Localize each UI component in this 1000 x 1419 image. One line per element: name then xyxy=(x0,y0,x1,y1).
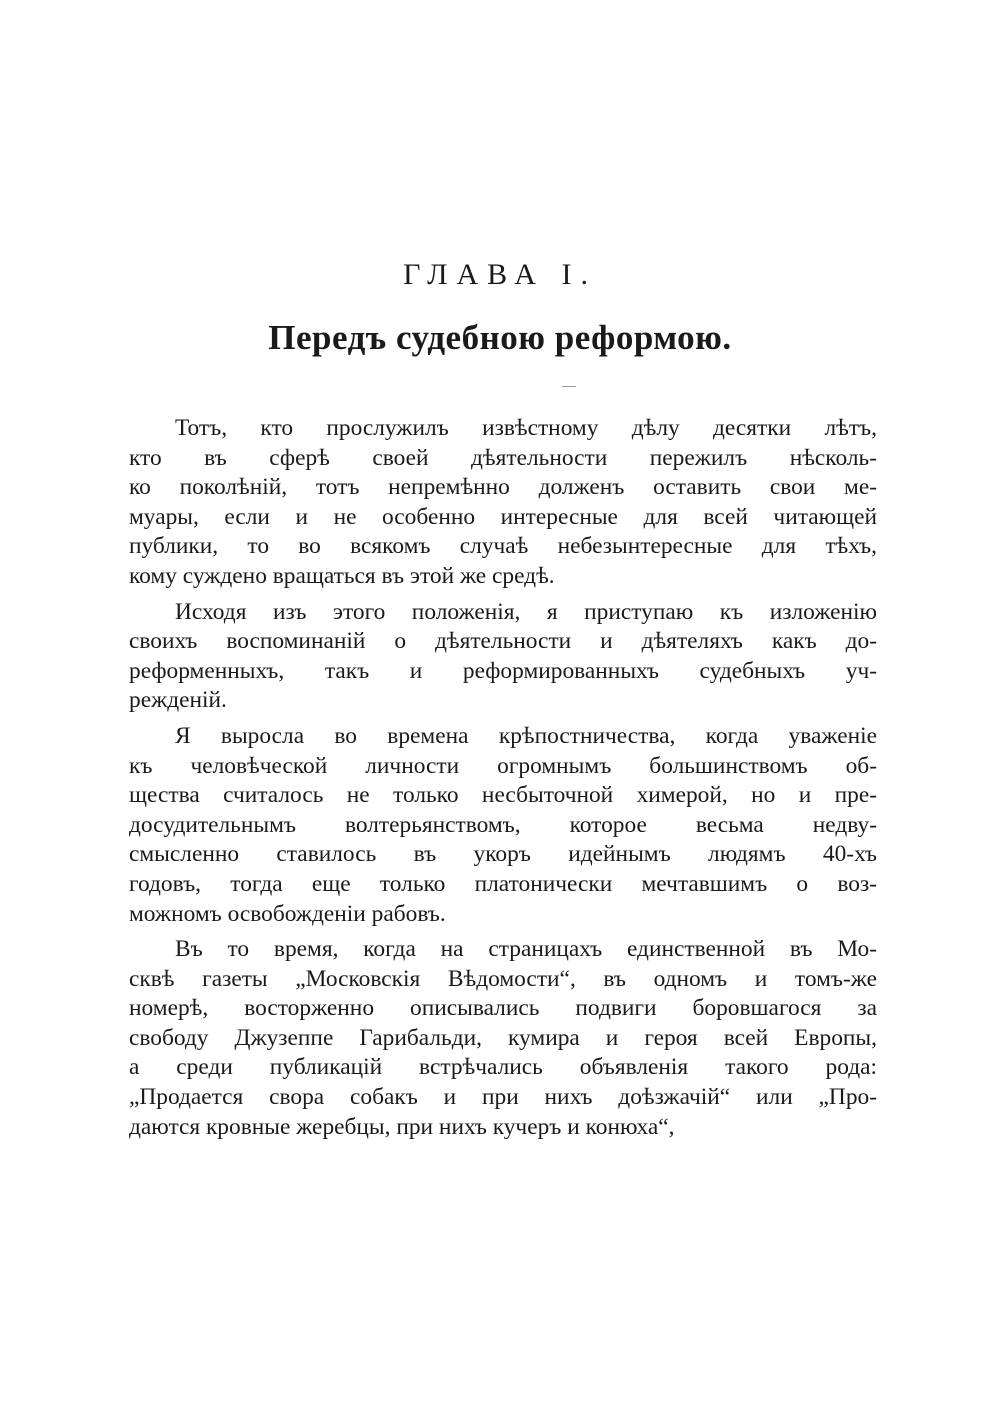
text-line: муары, если и не особенно интересные для всей читающей xyxy=(129,503,877,530)
text-line: къ человѣческой личности огромнымъ большинствомъ об- xyxy=(129,752,877,779)
body-text xyxy=(129,414,877,1148)
text-line: Въ то время, когда на страницахъ единственной въ Мо- xyxy=(175,936,877,963)
chapter-label: ГЛАВА I. xyxy=(403,258,597,291)
text-line: кому суждено вращаться въ этой же средѣ. xyxy=(129,562,555,589)
text-line: годовъ, тогда еще только платонически мечтавшимъ о воз- xyxy=(129,870,877,897)
text-line: щества считалось не только несбыточной химерой, но и пре- xyxy=(129,782,877,809)
paragraph xyxy=(129,598,877,716)
divider xyxy=(562,386,576,387)
paragraph xyxy=(129,414,877,592)
text-line: „Продается свора собакъ и при нихъ доѣзжачій“ или „Про- xyxy=(129,1084,877,1111)
text-line: а среди публикацій встрѣчались объявленія такого рода: xyxy=(129,1054,877,1081)
text-line: номерѣ, восторженно описывались подвиги боровшагося за xyxy=(129,995,877,1022)
text-line: Исходя изъ этого положенія, я приступаю къ изложенію xyxy=(175,598,877,625)
text-line: режденій. xyxy=(129,687,227,714)
text-line: досудительнымъ волтерьянствомъ, которое весьма недву- xyxy=(129,811,877,838)
text-line: смысленно ставилось въ укоръ идейнымъ людямъ 40-хъ xyxy=(129,841,877,868)
text-line: свободу Джузеппе Гарибальди, кумира и героя всей Европы, xyxy=(129,1024,877,1051)
text-line: Тотъ, кто прослужилъ извѣстному дѣлу десятки лѣтъ, xyxy=(175,415,877,441)
text-line: реформенныхъ, такъ и реформированныхъ судебныхъ уч- xyxy=(129,657,877,684)
text-line: сквѣ газеты „Московскія Вѣдомости“, въ одномъ и томъ-же xyxy=(129,965,877,992)
text-line: публики, то во всякомъ случаѣ небезынтересные для тѣхъ, xyxy=(129,533,877,560)
paragraph xyxy=(129,935,877,1142)
text-line: ко поколѣній, тотъ непремѣнно долженъ оставить свои ме- xyxy=(129,474,877,501)
text-line: своихъ воспоминаній о дѣятельности и дѣятеляхъ какъ до- xyxy=(129,628,877,655)
text-line: даются кровные жеребцы, при нихъ кучеръ и конюха“, xyxy=(129,1113,675,1140)
text-line: кто въ сферѣ своей дѣятельности пережилъ нѣсколь- xyxy=(129,444,877,471)
paragraph xyxy=(129,722,877,929)
text-line: Я выросла во времена крѣпостничества, когда уваженіе xyxy=(175,722,877,749)
chapter-title: Передъ судебною реформою. xyxy=(268,318,732,357)
text-line: можномъ освобожденіи рабовъ. xyxy=(129,900,446,927)
